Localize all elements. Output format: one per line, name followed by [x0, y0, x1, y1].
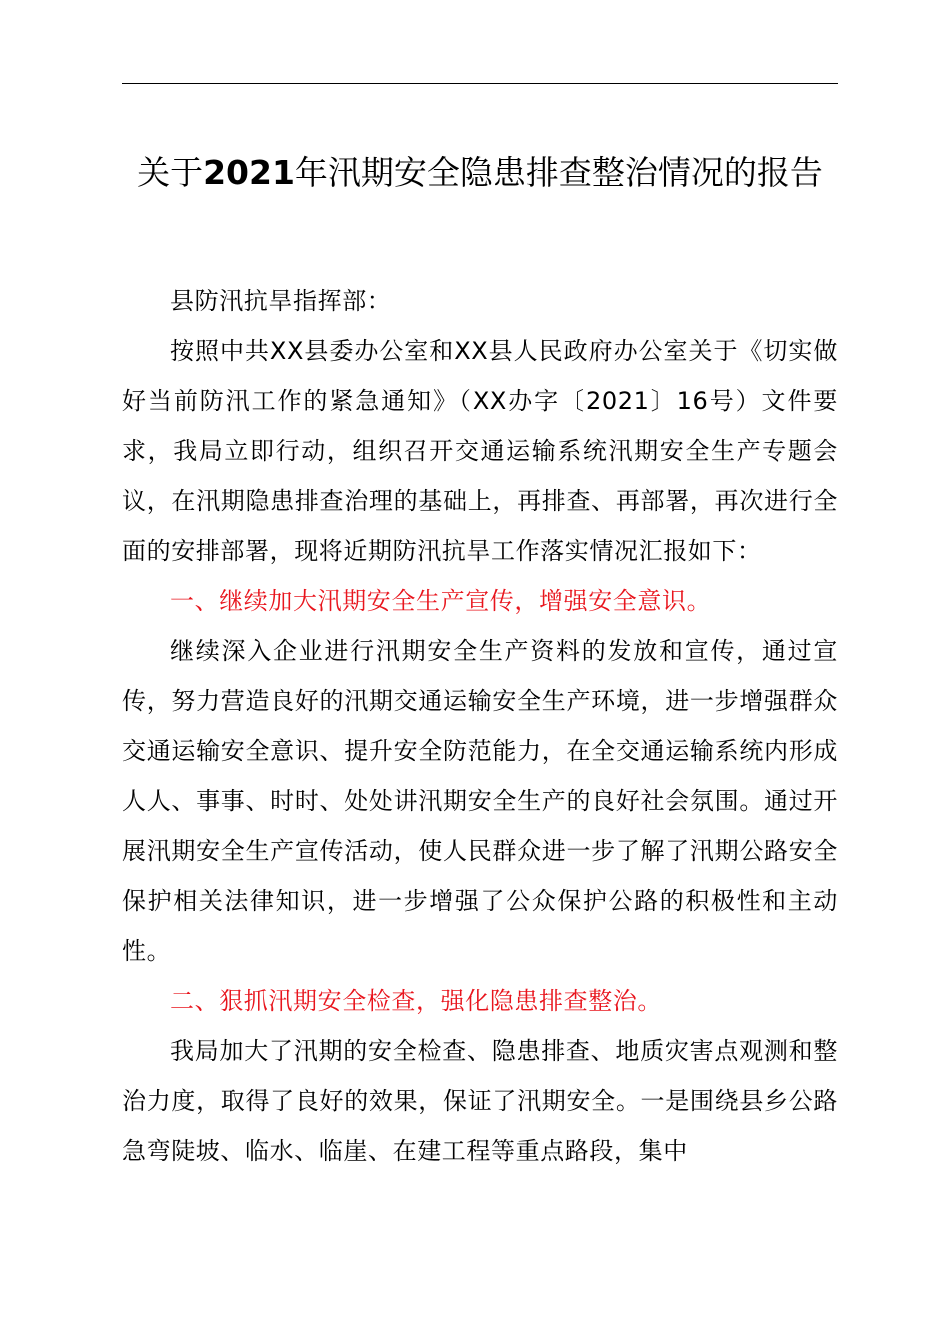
- section-heading-2: 二、狠抓汛期安全检查，强化隐患排查整治。: [170, 987, 662, 1015]
- salutation: 县防汛抗旱指挥部：: [170, 287, 392, 315]
- document-body: [122, 276, 838, 1176]
- document-title: [122, 150, 838, 195]
- section-heading-1: 一、继续加大汛期安全生产宣传，增强安全意识。: [170, 587, 712, 615]
- title-suffix: 年汛期安全隐患排查整治情况的报告: [294, 153, 823, 192]
- intro-paragraph: 按照中共XX县委办公室和XX县人民政府办公室关于《切实做好当前防汛工作的紧急通知》（XX办字〔2021〕16号）文件要求，我局立即行动，组织召开交通运输系统汛期安全生产专题会议，在汛期隐患排查治理的基础上，再排查、再部署，再次进行全面的安排部署，现将近期防汛抗旱工作落实情况汇报如下：: [122, 337, 838, 565]
- title-prefix: 关于: [137, 153, 204, 192]
- title-year: 2021: [203, 153, 295, 192]
- header-rule: [122, 83, 838, 84]
- section-paragraph-2: 我局加大了汛期的安全检查、隐患排查、地质灾害点观测和整治力度，取得了良好的效果，保证了汛期安全。一是围绕县乡公路急弯陡坡、临水、临崖、在建工程等重点路段，集中: [122, 1037, 838, 1165]
- section-paragraph-1: 继续深入企业进行汛期安全生产资料的发放和宣传，通过宣传，努力营造良好的汛期交通运输安全生产环境，进一步增强群众交通运输安全意识、提升安全防范能力，在全交通运输系统内形成人人、事事、时时、处处讲汛期安全生产的良好社会氛围。通过开展汛期安全生产宣传活动，使人民群众进一步了解了汛期公路安全保护相关法律知识，进一步增强了公众保护公路的积极性和主动性。: [122, 637, 838, 965]
